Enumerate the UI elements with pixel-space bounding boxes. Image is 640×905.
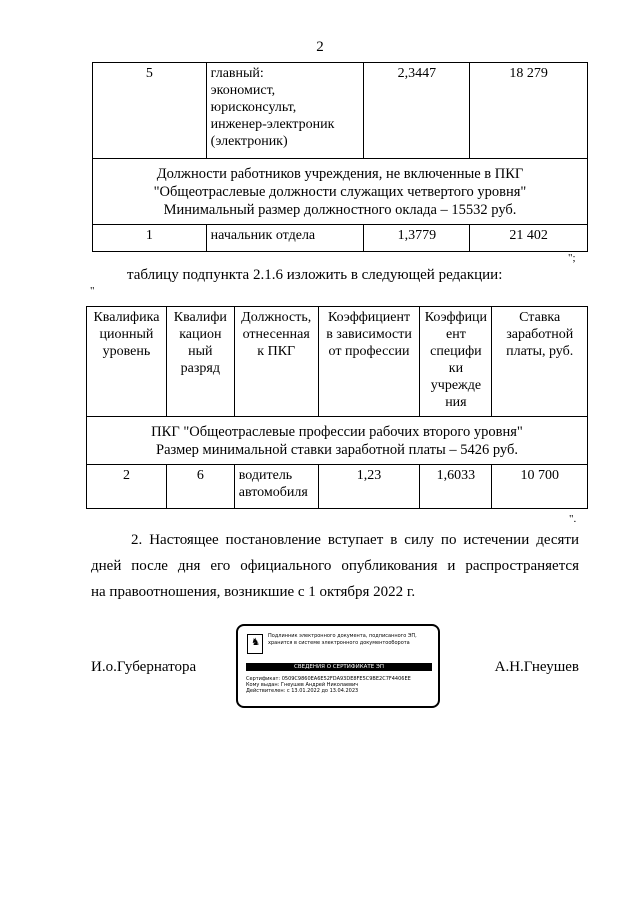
header-line: Квалифика bbox=[93, 310, 160, 325]
table-row bbox=[93, 63, 588, 159]
salary-table-continued bbox=[92, 62, 588, 252]
group-header-row bbox=[87, 417, 588, 465]
intro-text: таблицу подпункта 2.1.6 изложить в следующей редакции: bbox=[127, 267, 503, 283]
owner-label: Кому выдан: bbox=[246, 682, 280, 688]
group-header-cell bbox=[87, 417, 588, 465]
validity-line bbox=[246, 688, 436, 694]
column-header bbox=[87, 307, 167, 417]
position-cell bbox=[234, 465, 318, 509]
closing-quote: ". bbox=[569, 513, 577, 525]
column-header bbox=[492, 307, 588, 417]
header-line: заработной bbox=[506, 327, 574, 342]
position-cell bbox=[206, 63, 364, 159]
signatory-name: А.Н.Гнеушев bbox=[494, 659, 579, 675]
salary-cell: 18 279 bbox=[470, 63, 588, 159]
column-header bbox=[166, 307, 234, 417]
paragraph-line: 2. Настоящее постановление вступает в силу по истечении десяти bbox=[131, 532, 579, 548]
profession-coefficient-cell: 1,23 bbox=[318, 465, 420, 509]
electronic-signature-stamp bbox=[236, 624, 440, 708]
validity-value: с 13.01.2022 до 13.04.2023 bbox=[286, 688, 359, 694]
position-line: (электроник) bbox=[210, 134, 288, 149]
position-line: инженер-электроник bbox=[210, 117, 335, 132]
coefficient-cell: 2,3447 bbox=[364, 63, 470, 159]
header-line: от профессии bbox=[328, 344, 410, 359]
closing-quote: "; bbox=[568, 252, 576, 264]
header-line: кацион bbox=[179, 327, 222, 342]
position-line: автомобиля bbox=[238, 485, 308, 500]
paragraph-line: на правоотношения, возникшие с 1 октября 2022 г. bbox=[91, 584, 416, 600]
header-line: учрежде bbox=[430, 378, 482, 393]
worker-rates-table bbox=[86, 306, 588, 509]
qualification-level-cell: 5 bbox=[93, 63, 207, 159]
certificate-label: Сертификат: bbox=[246, 676, 281, 682]
position-line: водитель bbox=[238, 468, 293, 483]
column-header bbox=[318, 307, 420, 417]
paragraph-line: дней после дня его официального опубликования и распространяется bbox=[91, 558, 579, 574]
position-line: экономист, bbox=[210, 83, 276, 98]
stamp-details bbox=[246, 676, 436, 694]
position-line: юрисконсульт, bbox=[210, 100, 297, 115]
header-line: специфи bbox=[430, 344, 482, 359]
header-line: Коэффициент bbox=[327, 310, 411, 325]
institution-coefficient-cell: 1,6033 bbox=[420, 465, 492, 509]
certificate-value: 0509C9860EA6E52FDA93DE8FE5C9BE2C7F4406EE bbox=[281, 676, 411, 682]
qualification-level-cell: 2 bbox=[87, 465, 167, 509]
stamp-header bbox=[268, 633, 438, 646]
group-header-line: Должности работников учреждения, не включенные в ПКГ bbox=[156, 165, 524, 182]
column-header bbox=[234, 307, 318, 417]
rate-cell: 10 700 bbox=[492, 465, 588, 509]
position-line: главный: bbox=[210, 66, 264, 81]
stamp-title-bar: СВЕДЕНИЯ О СЕРТИФИКАТЕ ЭП bbox=[246, 663, 432, 671]
coefficient-cell: 1,3779 bbox=[364, 225, 470, 252]
page-number: 2 bbox=[316, 39, 324, 55]
header-line: Коэффици bbox=[424, 310, 488, 325]
stamp-header-line: Подлинник электронного документа, подписанного ЭП, bbox=[268, 633, 417, 639]
table-row bbox=[87, 465, 588, 509]
header-line: к ПКГ bbox=[257, 344, 296, 359]
group-header-line: Размер минимальной ставки заработной платы – 5426 руб. bbox=[156, 441, 518, 458]
coat-of-arms-icon: ♞ bbox=[247, 634, 263, 654]
header-line: Квалифи bbox=[173, 310, 227, 325]
header-line: разряд bbox=[180, 361, 220, 376]
grade-cell: 6 bbox=[166, 465, 234, 509]
header-line: платы, руб. bbox=[506, 344, 574, 359]
table-header-row bbox=[87, 307, 588, 417]
group-header-line: Минимальный размер должностного оклада – 15532 руб. bbox=[163, 201, 517, 218]
header-line: ный bbox=[188, 344, 213, 359]
header-line: ент bbox=[446, 327, 466, 342]
group-header-line: "Общеотраслевые должности служащих четвертого уровня" bbox=[153, 183, 527, 200]
qualification-level-cell: 1 bbox=[93, 225, 207, 252]
header-line: Должность, bbox=[241, 310, 312, 325]
owner-value: Гнеушев Андрей Николаевич bbox=[280, 682, 359, 688]
salary-cell: 21 402 bbox=[470, 225, 588, 252]
table-row bbox=[93, 225, 588, 252]
header-line: в зависимости bbox=[326, 327, 412, 342]
header-line: ния bbox=[445, 395, 467, 410]
opening-quote: " bbox=[90, 285, 95, 297]
group-header-row bbox=[93, 159, 588, 225]
header-line: ки bbox=[448, 361, 464, 376]
header-line: ционный bbox=[99, 327, 154, 342]
column-header bbox=[420, 307, 492, 417]
stamp-header-line: хранится в системе электронного документооборота bbox=[268, 639, 410, 646]
header-line: уровень bbox=[102, 344, 151, 359]
group-header-line: ПКГ "Общеотраслевые профессии рабочих второго уровня" bbox=[151, 423, 523, 440]
position-cell: начальник отдела bbox=[206, 225, 364, 252]
validity-label: Действителен: bbox=[246, 688, 286, 694]
group-header-cell bbox=[93, 159, 588, 225]
signatory-title: И.о.Губернатора bbox=[91, 659, 197, 675]
header-line: Ставка bbox=[519, 310, 561, 325]
header-line: отнесенная bbox=[242, 327, 310, 342]
